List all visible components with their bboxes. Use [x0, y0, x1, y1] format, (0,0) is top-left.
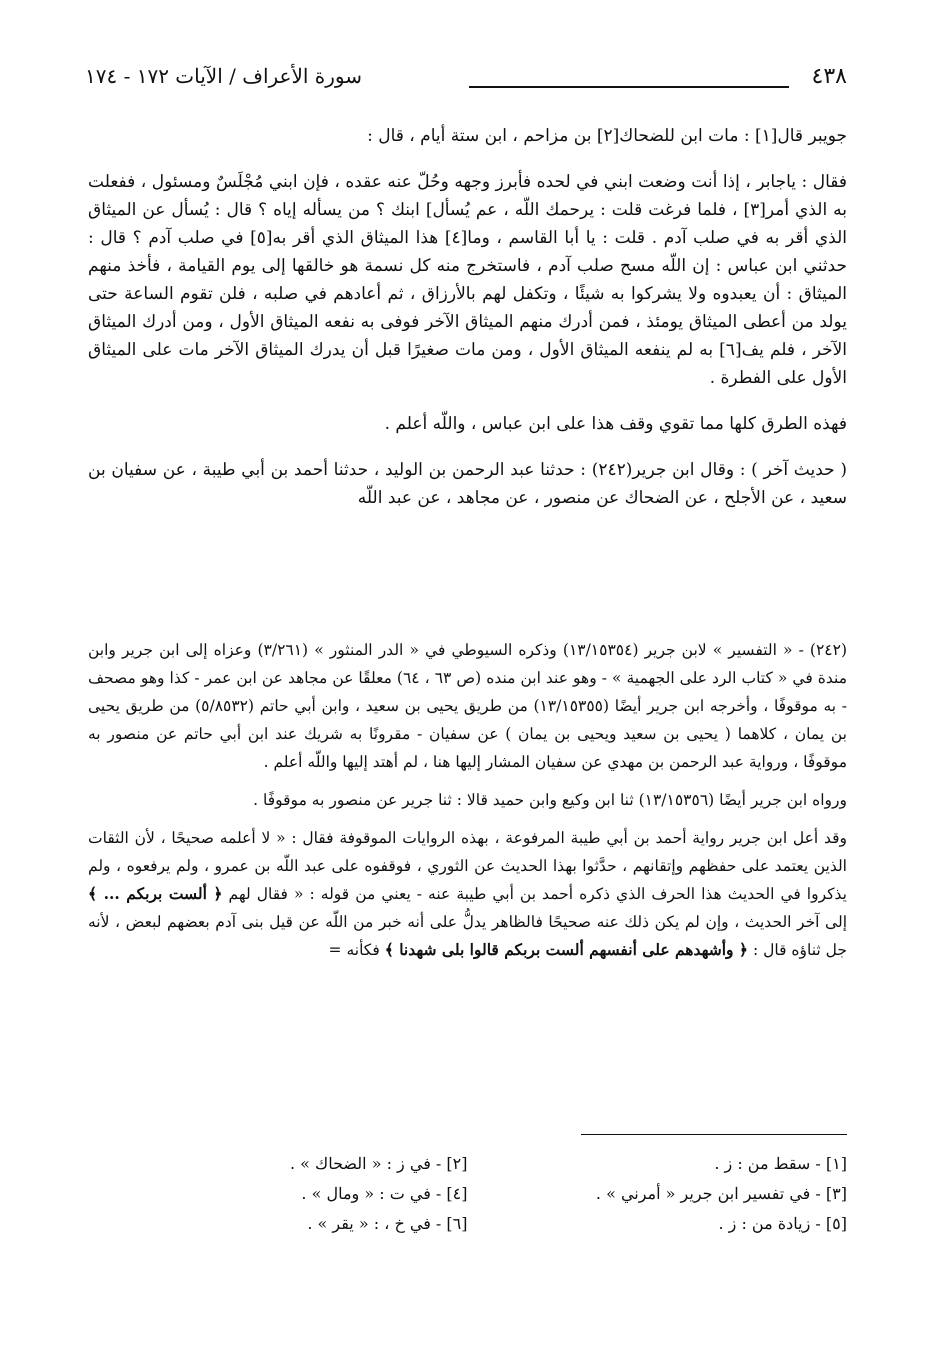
- variant-note: [٢] - في ز : « الضحاك » .: [289, 1154, 468, 1173]
- hadith-footnote: [88, 636, 847, 974]
- header-rule: [469, 86, 789, 88]
- page-header: [85, 58, 847, 98]
- footnote-paragraph: (٢٤٢) - « التفسير » لابن جرير (١٣/١٥٣٥٤) وذكره السيوطي في « الدر المنثور » (٣/٢٦١) وعزاه إلى ابن جرير وابن مندة في « كتاب الرد على الجهمية » - وهو عند ابن منده (ص ٦٣ ، ٦٤) معلقًا عن مجاهد عن ابن عمر - كذا وهو مصحف - به موقوفًا ، وأخرجه ابن جرير أيضًا (١٣/١٥٣٥٥) من طريق يحيى بن سعيد ، وابن أبي حاتم (٥/٨٥٣٢) من طريق يحيى بن يمان ، كلاهما ( يحيى بن سعيد ويحيى بن يمان ) عن سفيان - مقرونًا به شريك عند ابن أبي حاتم عن منصور به موقوفًا ، ورواية عبد الرحمن بن مهدي عن سفيان المشار إليها هنا ، لم أهتد إليها واللّه أعلم .: [88, 641, 848, 771]
- footnote-text: فكأنه =: [328, 941, 380, 959]
- footnote-paragraph: [88, 824, 847, 964]
- paragraph: فقال : ياجابر ، إذا أنت وضعت ابني في لحده فأبرز وجهه وحُلّ عنه عقده ، فإن ابني مُجْلَسٌ ومسئول ، ففعلت به الذي أمر[٣] ، فلما فرغت قلت : يرحمك اللّه ، عم يُسأل] ابنك ؟ من يسأله إياه ؟ قال : يُسأل عن الميثاق الذي أقر به في صلب آدم . قلت : يا أبا القاسم ، وما[٤] هذا الميثاق الذي أقر به[٥] في صلب آدم ؟ قال : حدثني ابن عباس : إن اللّه مسح صلب آدم ، فاستخرج منه كل نسمة هو خالقها إلى يوم القيامة ، فأخذ منهم الميثاق : أن يعبدوه ولا يشركوا به شيئًا ، وتكفل لهم بالأرزاق ، ثم أعادهم في صلبه ، فلن تقوم الساعة حتى يولد من أعطى الميثاق يومئذ ، فمن أدرك منهم الميثاق الآخر فوفى به نفعه الميثاق الأول ، ومن أدرك الميثاق الآخر ، فلم يف[٦] به لم ينفعه الميثاق الأول ، ومن مات صغيرًا قبل أن يدرك الميثاق الآخر مات على الميثاق الأول على الفطرة .: [88, 172, 847, 388]
- main-text: [88, 122, 847, 530]
- footnote-paragraph: ورواه ابن جرير أيضًا (١٣/١٥٣٥٦) ثنا ابن وكيع وابن حميد قالا : ثنا جرير عن منصور به موقوفًا .: [253, 791, 847, 809]
- quran-quote: ﴿ وأشهدهم على أنفسهم ألست بربكم قالوا بلى شهدنا ﴾: [384, 940, 749, 959]
- variant-row: [88, 1149, 847, 1179]
- variant-note: [٦] - في خ ، : « يقر » .: [307, 1214, 468, 1233]
- variant-note: [١] - سقط من : ز .: [714, 1154, 847, 1173]
- page-number: ٤٣٨: [811, 64, 847, 89]
- paragraph: ( حديث آخر ) : وقال ابن جرير(٢٤٢) : حدثنا عبد الرحمن بن الوليد ، حدثنا أحمد بن أبي طيبة ، عن سفيان بن سعيد ، عن الأجلح ، عن الضحاك عن منصور ، عن مجاهد ، عن عبد اللّه: [88, 460, 847, 508]
- running-title: سورة الأعراف / الآيات ١٧٢ - ١٧٤: [85, 64, 363, 88]
- variant-note: [٤] - في ت : « ومال » .: [301, 1184, 468, 1203]
- footnote-text: وقد أعل ابن جرير رواية أحمد بن أبي طيبة المرفوعة ، بهذه الروايات الموقوفة فقال : « لا أعلمه صحيحًا ، لأن الثقات الذين يعتمد على حفظهم وإتقانهم ، حدَّثوا بهذا الحديث عن الثوري ، فوقفوه على عبد اللّه بن عمرو ، ولم يرفعوه ، ولم يذكروا في الحديث هذا الحرف الذي ذكره أحمد بن أبي طيبة عنه - يعني من قوله : « فقال لهم: [88, 829, 847, 903]
- variant-notes: [88, 1122, 847, 1239]
- paragraph: فهذه الطرق كلها مما تقوي وقف هذا على ابن عباس ، واللّه أعلم .: [384, 414, 847, 434]
- paragraph: جويبر قال[١] : مات ابن للضحاك[٢] بن مزاحم ، ابن ستة أيام ، قال :: [367, 126, 847, 146]
- variant-row: [88, 1209, 847, 1239]
- variant-note: [٥] - زيادة من : ز .: [718, 1214, 847, 1233]
- variant-note: [٣] - في تفسير ابن جرير « أمرني » .: [595, 1184, 847, 1203]
- quran-quote: ﴿ ألست بربكم ... ﴾: [88, 884, 223, 903]
- separator-rule: [581, 1134, 847, 1135]
- variant-row: [88, 1179, 847, 1209]
- footnote-text: إلى آخر الحديث ، وإن لم يكن ذلك عنه صحيحًا فالظاهر يدلُّ على أنه خبر من اللّه عن قيل بنى آدم بعضهم لبعض ، لأنه جل ثناؤه قال :: [88, 913, 847, 959]
